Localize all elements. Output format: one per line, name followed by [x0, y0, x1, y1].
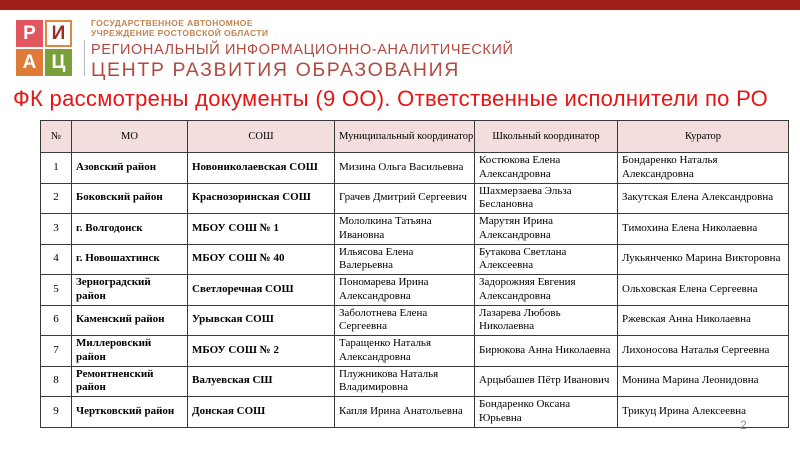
table-cell: Тимохина Елена Николаевна [618, 214, 789, 245]
table-cell: Пономарева Ирина Александровна [335, 275, 475, 306]
table-cell: Бирюкова Анна Николаевна [475, 336, 618, 367]
slide-title: ФК рассмотрены документы (9 ОО). Ответственные исполнители по РО [13, 86, 769, 111]
table-row [41, 183, 789, 214]
col-header-curator: Куратор [618, 121, 789, 153]
table-cell: Задорожняя Евгения Александровна [475, 275, 618, 306]
table-cell: Урывская СОШ [188, 305, 335, 336]
table-cell: 8 [41, 366, 72, 397]
table-cell: Закутская Елена Александровна [618, 183, 789, 214]
responsibles-table [40, 120, 789, 428]
table-cell: Костюкова Елена Александровна [475, 153, 618, 184]
table-row [41, 214, 789, 245]
table-cell: г. Новошахтинск [72, 244, 188, 275]
table-cell: г. Волгодонск [72, 214, 188, 245]
table-cell: Зерноградский район [72, 275, 188, 306]
col-header-school-coordinator: Школьный координатор [475, 121, 618, 153]
table-cell: Таращенко Наталья Александровна [335, 336, 475, 367]
table-row [41, 336, 789, 367]
org-name-block [91, 18, 514, 81]
table-cell: Лукьянченко Марина Викторовна [618, 244, 789, 275]
table-cell: Бондаренко Наталья Александровна [618, 153, 789, 184]
table-cell: 5 [41, 275, 72, 306]
table-cell: Трикуц Ирина Алексеевна [618, 397, 789, 428]
table-cell: Монина Марина Леонидовна [618, 366, 789, 397]
table-cell: МБОУ СОШ № 2 [188, 336, 335, 367]
table-cell: Бондаренко Оксана Юрьевна [475, 397, 618, 428]
table-cell: МБОУ СОШ № 1 [188, 214, 335, 245]
table-cell: Бутакова Светлана Алексеевна [475, 244, 618, 275]
table-cell: Арцыбашев Пётр Иванович [475, 366, 618, 397]
table-cell: 1 [41, 153, 72, 184]
table-cell: Ремонтненский район [72, 366, 188, 397]
header-divider [84, 40, 85, 76]
table-body [41, 153, 789, 428]
table-cell: 9 [41, 397, 72, 428]
table-cell: Краснозоринская СОШ [188, 183, 335, 214]
table-cell: Капля Ирина Анатольевна [335, 397, 475, 428]
table-row [41, 305, 789, 336]
table-row [41, 275, 789, 306]
table-cell: Каменский район [72, 305, 188, 336]
table-cell: 4 [41, 244, 72, 275]
table-cell: Новониколаевская СОШ [188, 153, 335, 184]
col-header-sosh: СОШ [188, 121, 335, 153]
table-cell: Ржевская Анна Николаевна [618, 305, 789, 336]
table-cell: Ольховская Елена Сергеевна [618, 275, 789, 306]
table-cell: Шахмерзаева Эльза Беслановна [475, 183, 618, 214]
table-cell: Азовский район [72, 153, 188, 184]
table-row [41, 366, 789, 397]
table-cell: Мизина Ольга Васильевна [335, 153, 475, 184]
header [0, 10, 800, 82]
col-header-mo: МО [72, 121, 188, 153]
table-cell: Боковский район [72, 183, 188, 214]
table-cell: Чертковский район [72, 397, 188, 428]
riac-logo [16, 20, 72, 76]
table-cell: 6 [41, 305, 72, 336]
table-header-row [41, 121, 789, 153]
table-header [41, 121, 789, 153]
org-name-line1: ГОСУДАРСТВЕННОЕ АВТОНОМНОЕ [91, 18, 253, 28]
table-cell: Мололкина Татьяна Ивановна [335, 214, 475, 245]
table-cell: Валуевская СШ [188, 366, 335, 397]
table-cell: Плужникова Наталья Владимировна [335, 366, 475, 397]
org-name-line2: УЧРЕЖДЕНИЕ РОСТОВСКОЙ ОБЛАСТИ [91, 28, 269, 38]
table-cell: МБОУ СОШ № 40 [188, 244, 335, 275]
org-name-line4: ЦЕНТР РАЗВИТИЯ ОБРАЗОВАНИЯ [91, 59, 460, 81]
top-accent-bar [0, 0, 800, 10]
logo-tile-i: И [45, 20, 72, 47]
col-header-municipal-coordinator: Муниципальный координатор [335, 121, 475, 153]
table-cell: Ильясова Елена Валерьевна [335, 244, 475, 275]
table-cell: 3 [41, 214, 72, 245]
table-row [41, 153, 789, 184]
logo-tile-a: А [16, 49, 43, 76]
table-cell: Светлоречная СОШ [188, 275, 335, 306]
table-cell: Миллеровский район [72, 336, 188, 367]
org-name-line3: РЕГИОНАЛЬНЫЙ ИНФОРМАЦИОННО-АНАЛИТИЧЕСКИЙ [91, 42, 514, 58]
table-cell: Лихоносова Наталья Сергеевна [618, 336, 789, 367]
table-cell: 2 [41, 183, 72, 214]
logo-tile-r: Р [16, 20, 43, 47]
table-row [41, 244, 789, 275]
page-number: 2 [740, 418, 747, 432]
table-cell: 7 [41, 336, 72, 367]
col-header-num: № [41, 121, 72, 153]
table-cell: Марутян Ирина Александровна [475, 214, 618, 245]
table-cell: Грачев Дмитрий Сергеевич [335, 183, 475, 214]
table-cell: Донская СОШ [188, 397, 335, 428]
logo-tile-c: Ц [45, 49, 72, 76]
table-cell: Лазарева Любовь Николаевна [475, 305, 618, 336]
table-cell: Заболотнева Елена Сергеевна [335, 305, 475, 336]
table-row [41, 397, 789, 428]
